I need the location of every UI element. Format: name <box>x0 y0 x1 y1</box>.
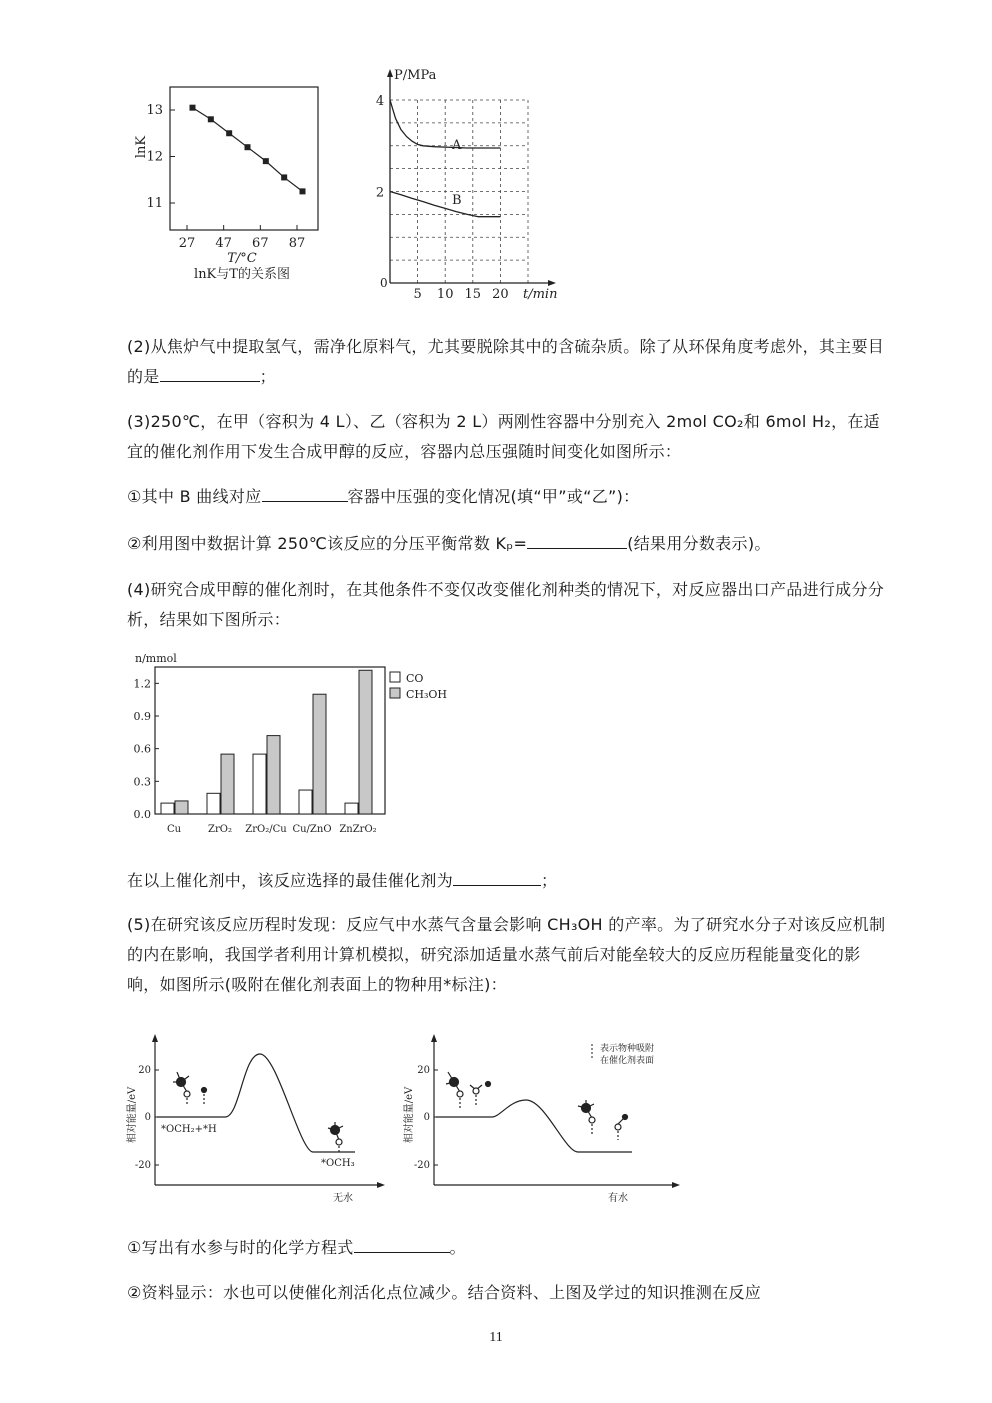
lnk-xtick-label: 67 <box>252 236 269 251</box>
bar-ch3oh <box>359 670 372 814</box>
energy-right-xlabel: 有水 <box>608 1193 628 1204</box>
lnk-caption: lnK与T的关系图 <box>194 267 290 282</box>
lnk-data-point <box>300 188 306 194</box>
bar-ch3oh <box>175 801 188 814</box>
lnk-data-point <box>208 116 214 122</box>
answer-blank-q5-1[interactable] <box>354 1234 450 1253</box>
series-a-label: A <box>452 138 462 153</box>
lnk-xlabel: T/°C <box>227 251 257 266</box>
legend-line-1: 表示物种吸附 <box>600 1044 655 1054</box>
answer-blank-q3-1[interactable] <box>262 483 348 502</box>
answer-blank-q2[interactable] <box>160 363 260 382</box>
lnk-ytick-label: 13 <box>146 103 163 118</box>
energy-left-end-label: *OCH₃ <box>321 1158 355 1169</box>
svg-text:0: 0 <box>423 1112 430 1123</box>
answer-blank-q4[interactable] <box>453 867 541 886</box>
question-5-1: ①写出有水参与时的化学方程式 。 <box>127 1233 887 1263</box>
bar-ch3oh <box>267 736 280 814</box>
question-5 <box>127 910 887 1000</box>
lnk-xtick-label: 47 <box>215 236 232 251</box>
energy-left-xlabel: 无水 <box>333 1193 353 1204</box>
bar-co <box>207 793 220 814</box>
question-4-text: (4)研究合成甲醇的催化剂时，在其他条件不变仅改变催化剂种类的情况下，对反应器出口产品进行成分分析，结果如下图所示： <box>127 580 885 629</box>
p-xtick-label: 10 <box>436 287 454 302</box>
catalyst-bar-chart <box>125 650 465 845</box>
molecule-och3-icon <box>328 1122 343 1154</box>
energy-right-ylabel: 相对能量/eV <box>404 1086 415 1144</box>
svg-text:20: 20 <box>417 1065 430 1076</box>
lnk-ytick-label: 11 <box>146 196 163 211</box>
lnk-xtick-label: 27 <box>178 236 196 251</box>
series-b-label: B <box>452 193 462 208</box>
bar-ytick-label: 0.3 <box>133 775 151 789</box>
answer-blank-q3-2[interactable] <box>527 530 627 549</box>
svg-text:-20: -20 <box>134 1160 151 1171</box>
energy-left-start-label: *OCH₂+*H <box>161 1124 217 1135</box>
question-4 <box>127 575 887 635</box>
page-number: 11 <box>489 1330 503 1345</box>
question-2: (2)从焦炉气中提取氢气，需净化原料气，尤其要脱除其中的含硫杂质。除了从环保角度考虑外，其主要目的是 ； <box>127 337 885 386</box>
question-3 <box>127 407 887 467</box>
pressure-xlabel: t/min <box>523 287 558 302</box>
lnk-data-point <box>281 174 287 180</box>
bar-co <box>161 803 174 814</box>
pressure-chart <box>370 65 565 305</box>
lnk-data-point <box>263 158 269 164</box>
bar-ytick-label: 0.9 <box>133 710 151 723</box>
p-origin: 0 <box>380 276 388 290</box>
molecule-och3-oh-icon <box>578 1100 628 1140</box>
legend-line-2: 在催化剂表面 <box>600 1056 655 1066</box>
energy-right-curve <box>436 1100 632 1152</box>
bar-ytick-label: 0.0 <box>133 808 151 821</box>
legend-co-swatch <box>390 672 400 682</box>
svg-text:-20: -20 <box>413 1160 430 1171</box>
question-3-1: ①其中 B 曲线对应 容器中压强的变化情况(填“甲”或“乙”)： <box>127 482 887 512</box>
pressure-ylabel: P/MPa <box>394 68 437 83</box>
bar-ytick-label: 0.6 <box>133 742 151 756</box>
p-ytick-label: 2 <box>375 185 385 201</box>
bar-ylabel: n/mmol <box>135 652 177 665</box>
bar-ch3oh <box>221 754 234 814</box>
lnk-data-point <box>226 130 232 136</box>
lnk-data-point <box>190 105 196 111</box>
bar-category-label: Cu <box>166 824 182 835</box>
bar-ch3oh <box>313 694 326 814</box>
svg-text:0: 0 <box>144 1112 151 1123</box>
bar-co <box>345 803 358 814</box>
energy-diagram-with-water <box>400 1030 690 1205</box>
bar-category-label: ZnZrO₂ <box>339 824 377 835</box>
p-xtick-label: 15 <box>464 287 482 302</box>
p-ytick-label: 4 <box>375 94 385 109</box>
legend-ch3oh-label: CH₃OH <box>406 688 448 701</box>
bar-category-label: ZrO₂ <box>208 824 232 835</box>
molecule-och2-h2o-icon <box>446 1072 491 1108</box>
lnk-ytick-label: 12 <box>146 149 163 165</box>
bar-ytick-label: 1.2 <box>133 677 151 691</box>
lnk-chart <box>125 85 340 285</box>
question-3-text: (3)250℃，在甲（容积为 4 L）、乙（容积为 2 L）两刚性容器中分别充入 2mol CO₂和 6mol H₂，在适宜的催化剂作用下发生合成甲醇的反应，容器内总压强随时间变化如图所示： <box>127 412 880 461</box>
lnk-data-point <box>245 144 251 150</box>
question-5-text: (5)在研究该反应历程时发现：反应气中水蒸气含量会影响 CH₃OH 的产率。为了研究水分子对该反应机制的内在影响，我国学者利用计算机模拟，研究添加适量水蒸气前后对能垒较大的反应历程能量变化的影响，如图所示(吸附在催化剂表面上的物种用*标注)： <box>127 915 886 994</box>
bar-co <box>253 754 266 814</box>
lnk-xtick-label: 87 <box>288 236 306 251</box>
question-4-answer: 在以上催化剂中，该反应选择的最佳催化剂为 ； <box>127 866 887 896</box>
bar-co <box>299 790 312 814</box>
bar-category-label: Cu/ZnO <box>292 824 332 835</box>
p-xtick-label: 20 <box>492 287 509 302</box>
legend-co-label: CO <box>406 672 424 685</box>
p-xtick-label: 5 <box>413 287 422 302</box>
energy-diagram-no-water <box>125 1030 395 1205</box>
bar-category-label: ZrO₂/Cu <box>245 824 287 835</box>
question-2-text: (2)从焦炉气中提取氢气，需净化原料气，尤其要脱除其中的含硫杂质。除了从环保角度考虑外，其主要目的是 <box>127 337 885 386</box>
question-5-2 <box>127 1278 887 1308</box>
question-3-2: ②利用图中数据计算 250℃该反应的分压平衡常数 Kₚ= (结果用分数表示)。 <box>127 529 887 559</box>
energy-left-ylabel: 相对能量/eV <box>127 1086 138 1144</box>
svg-text:20: 20 <box>138 1065 151 1076</box>
question-5-2-text: ②资料显示：水也可以使催化剂活化点位减少。结合资料、上图及学过的知识推测在反应 <box>127 1283 762 1302</box>
lnk-ylabel: lnK <box>134 135 149 159</box>
molecule-och2-h-icon <box>173 1072 207 1106</box>
legend-ch3oh-swatch <box>390 688 400 698</box>
